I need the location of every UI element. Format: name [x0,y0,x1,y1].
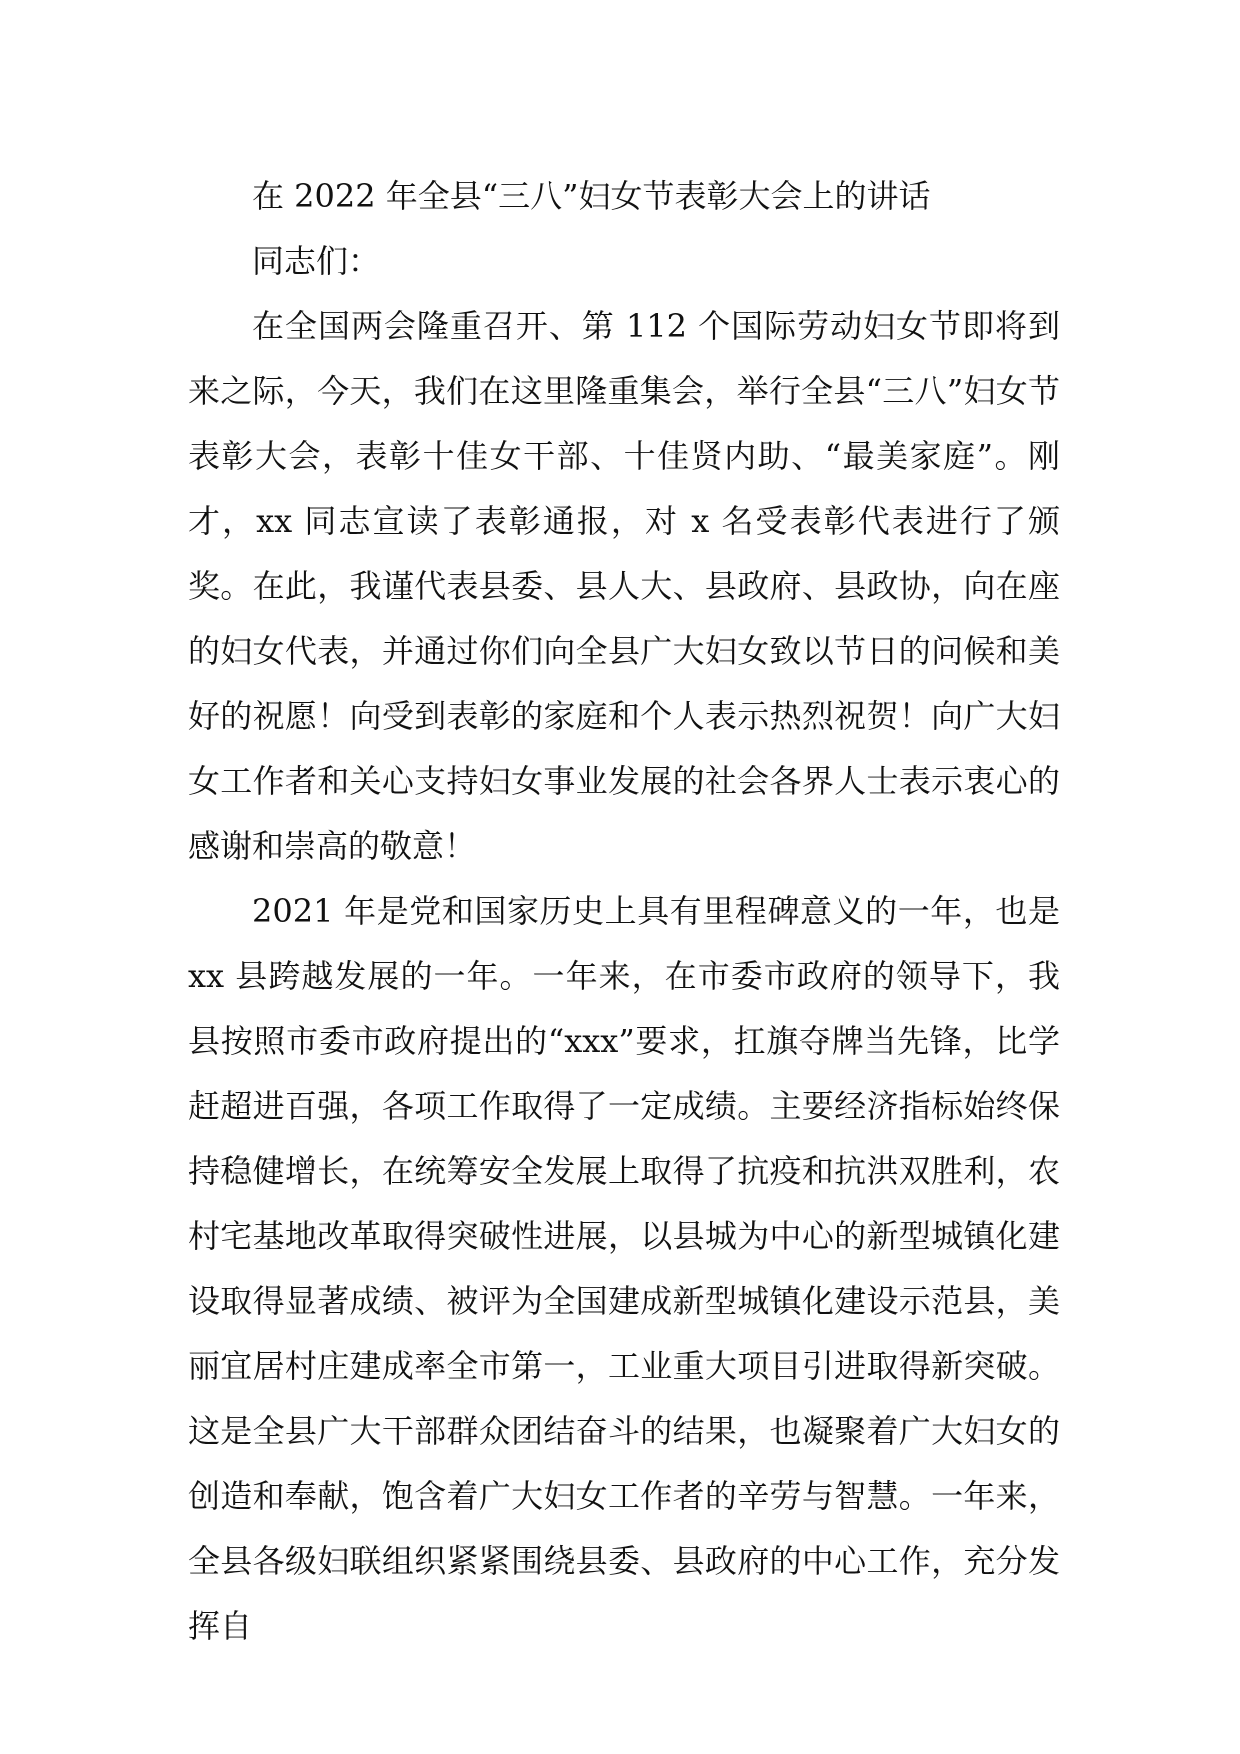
paragraph-1: 在全国两会隆重召开、第 112 个国际劳动妇女节即将到来之际，今天，我们在这里隆重集会，举行全县“三八”妇女节表彰大会，表彰十佳女干部、十佳贤内助、“最美家庭”。刚才，xx 同志宣读了表彰通报，对 x 名受表彰代表进行了颁奖。在此，我谨代表县委、县人大、县政府、县政协，向在座的妇女代表，并通过你们向全县广大妇女致以节日的问候和美好的祝愿！向受到表彰的家庭和个人表示热烈祝贺！向广大妇女工作者和关心支持妇女事业发展的社会各界人士表示衷心的感谢和崇高的敬意！ [188,307,1060,865]
document-page [188,164,1060,1659]
salutation: 同志们： [252,242,381,280]
paragraph-2: 2021 年是党和国家历史上具有里程碑意义的一年，也是 xx 县跨越发展的一年。一年来，在市委市政府的领导下，我县按照市委市政府提出的“xxx”要求，扛旗夺牌当先锋，比学赶超进百强，各项工作取得了一定成绩。主要经济指标始终保持稳健增长，在统筹安全发展上取得了抗疫和抗洪双胜利，农村宅基地改革取得突破性进展，以县城为中心的新型城镇化建设取得显著成绩、被评为全国建成新型城镇化建设示范县，美丽宜居村庄建成率全市第一，工业重大项目引进取得新突破。这是全县广大干部群众团结奋斗的结果，也凝聚着广大妇女的创造和奉献，饱含着广大妇女工作者的辛劳与智慧。一年来，全县各级妇联组织紧紧围绕县委、县政府的中心工作，充分发挥自 [188,892,1060,1645]
document-title: 在 2022 年全县“三八”妇女节表彰大会上的讲话 [252,177,931,215]
